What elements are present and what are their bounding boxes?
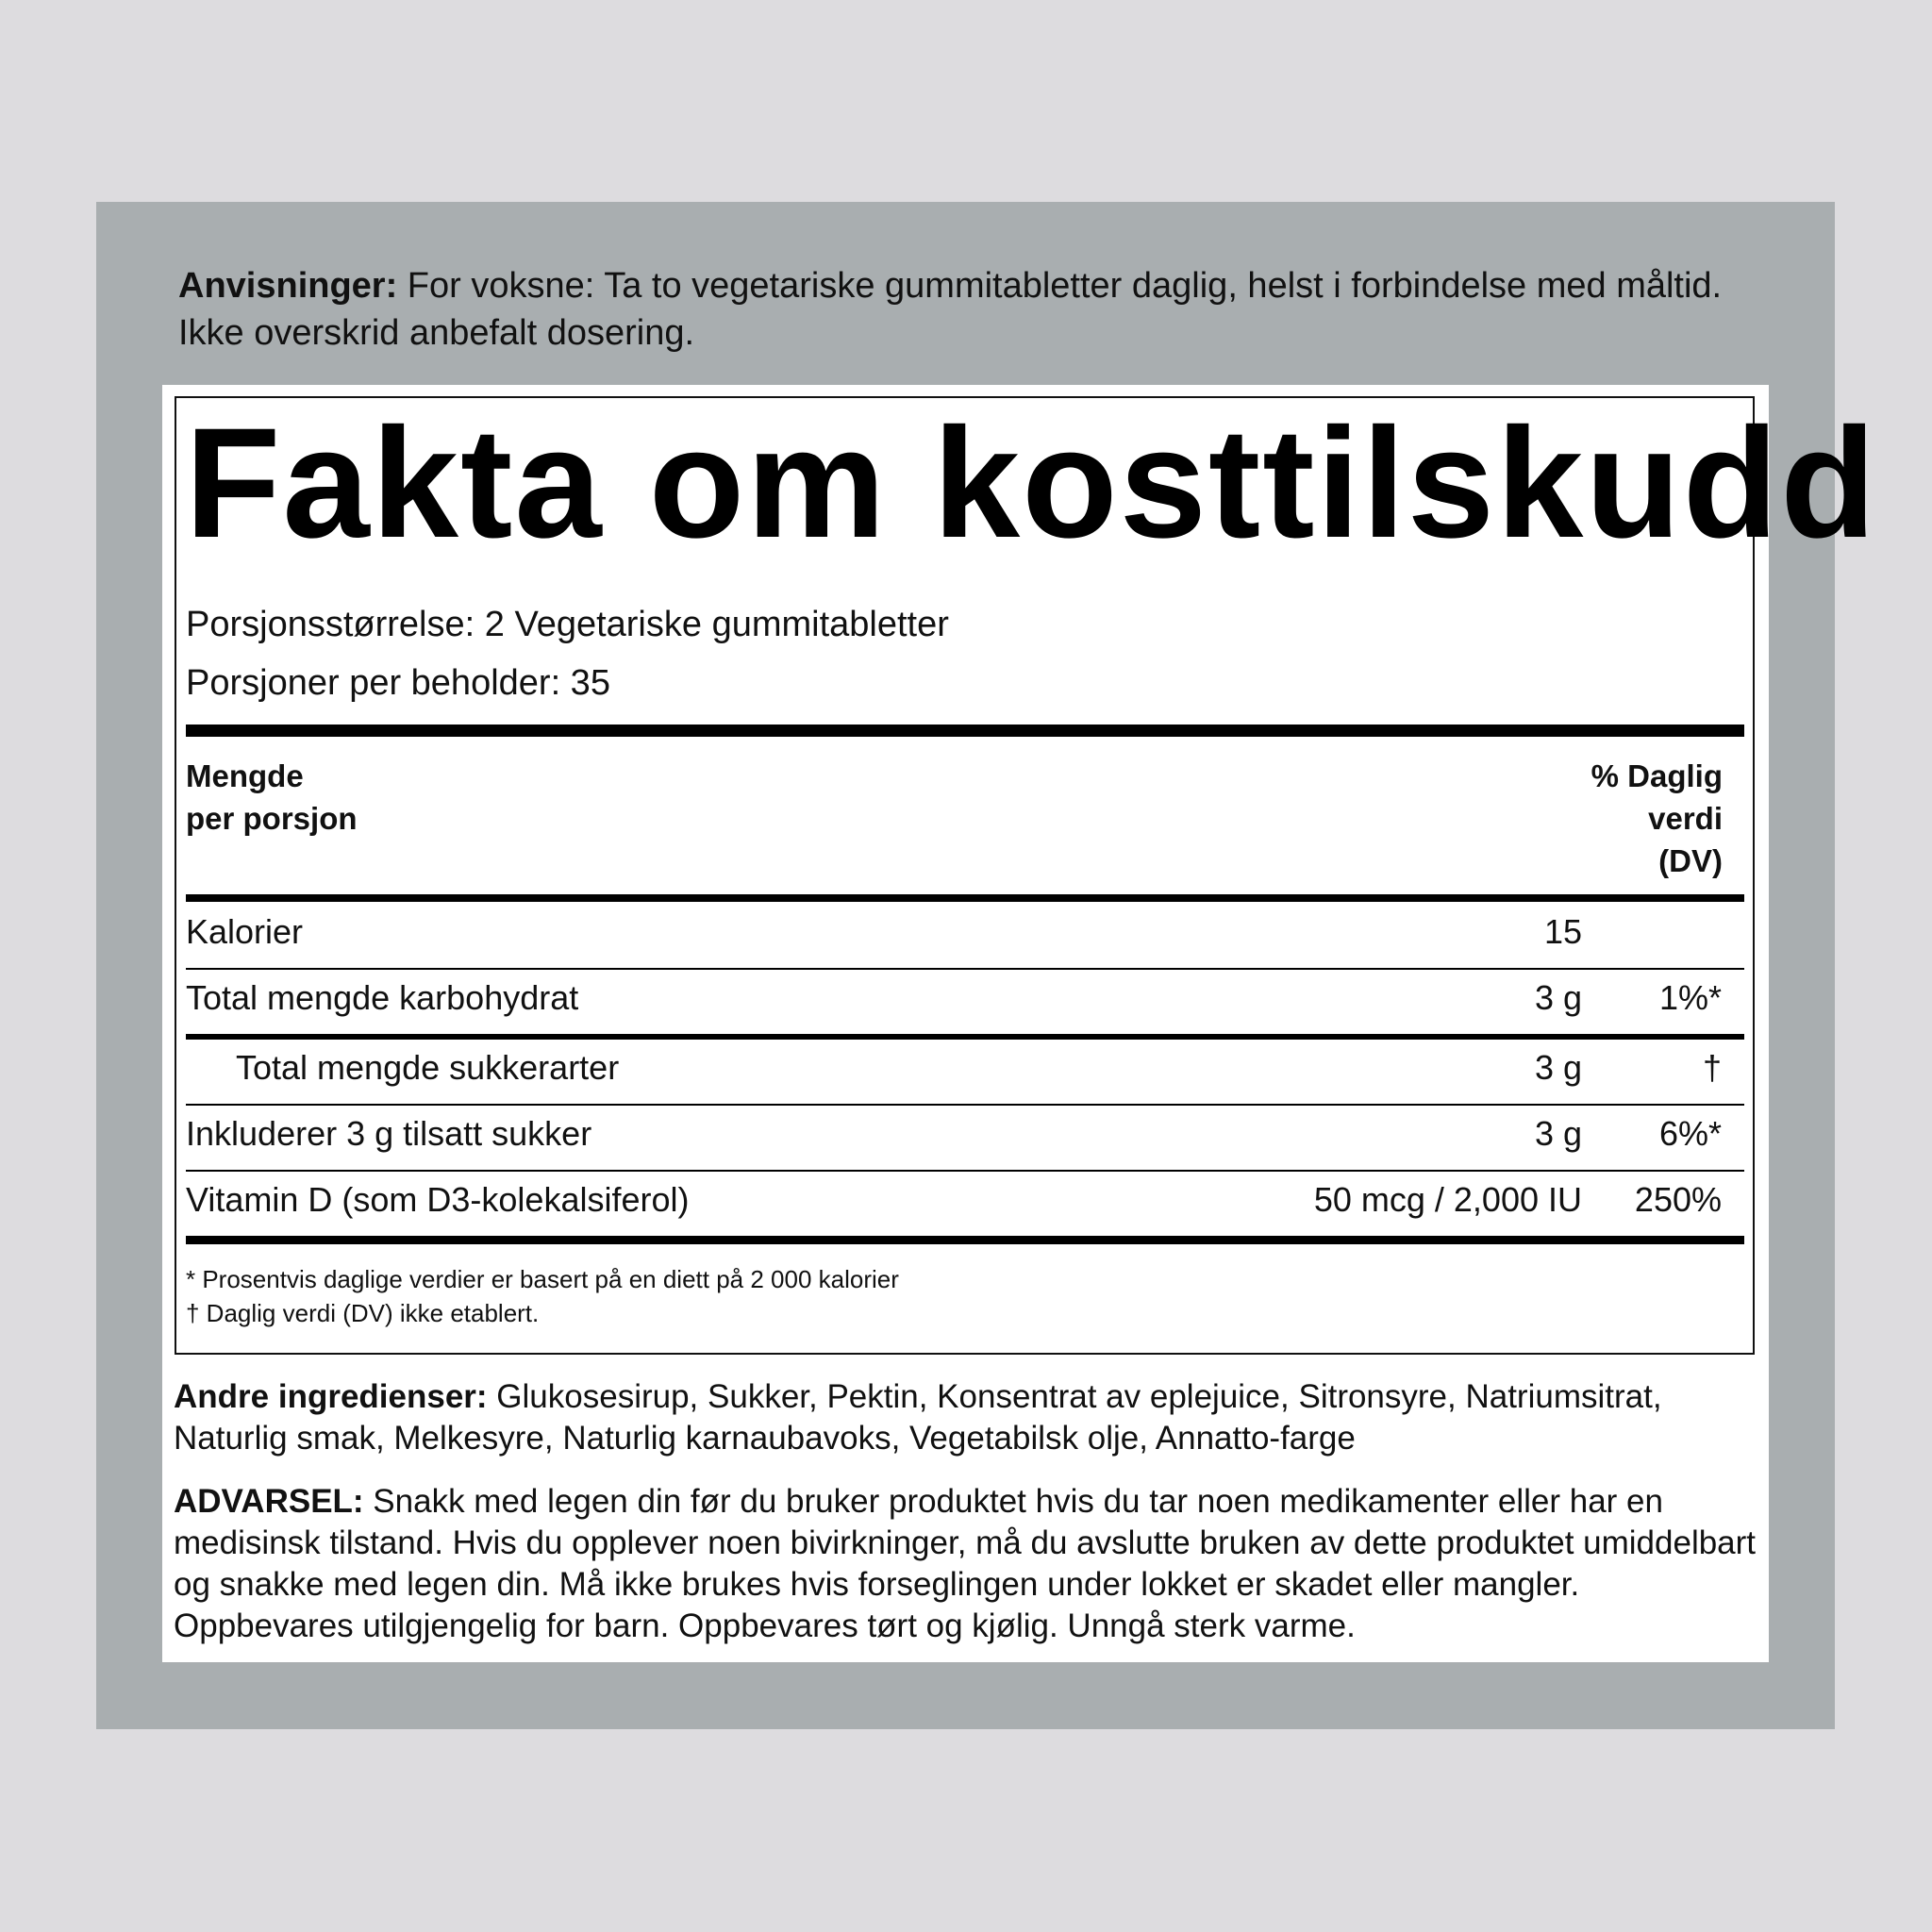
header-dv-line2: verdi <box>1648 801 1723 836</box>
footnote-daily-values: * Prosentvis daglige verdier er basert på en diett på 2 000 kalorier <box>186 1265 899 1293</box>
thick-rule-header <box>186 894 1744 902</box>
facts-title: Fakta om kosttilskudd <box>185 396 1878 571</box>
row-divider <box>186 1170 1744 1172</box>
header-dv-line1: % Daglig <box>1591 758 1723 793</box>
medium-rule <box>186 1034 1744 1040</box>
row-dv: 1%* <box>1658 978 1722 1017</box>
row-amount: 3 g <box>1534 1048 1582 1087</box>
row-amount: 15 <box>1543 912 1582 951</box>
row-amount: 3 g <box>1534 978 1582 1017</box>
other-ingredients <box>174 1376 1758 1459</box>
row-amount: 50 mcg / 2,000 IU <box>1313 1180 1582 1219</box>
directions-text <box>178 262 1725 357</box>
warning <box>174 1481 1758 1647</box>
warning-label: ADVARSEL: <box>174 1483 364 1520</box>
row-name: Kalorier <box>186 912 304 951</box>
header-amount <box>186 755 358 840</box>
row-divider <box>186 1104 1744 1106</box>
header-amount-line2: per porsjon <box>186 801 358 836</box>
row-amount: 3 g <box>1534 1114 1582 1153</box>
servings-per-container: Porsjoner per beholder: 35 <box>186 663 610 703</box>
header-dv-line3: (DV) <box>1658 843 1723 878</box>
row-divider <box>186 968 1744 970</box>
row-name: Total mengde sukkerarter <box>236 1048 620 1087</box>
directions-label: Anvisninger: <box>178 266 398 306</box>
other-ingredients-label: Andre ingredienser: <box>174 1378 488 1415</box>
row-dv: 250% <box>1634 1180 1722 1219</box>
row-dv: † <box>1702 1048 1722 1087</box>
header-amount-line1: Mengde <box>186 758 304 793</box>
table-row <box>186 977 1744 1019</box>
table-row <box>186 1179 1744 1221</box>
warning-text: Snakk med legen din før du bruker produktet hvis du tar noen medikamenter eller har en medisinsk tilstand. Hvis du opplever noen bivirkninger, må du avslutte bruken av dette produktet umiddelbart og snakke med legen din. Må ikke brukes hvis forseglingen under lokket er skadet eller mangler. Oppbevares utilgjengelig for barn. Oppbevares tørt og kjølig. Unngå sterk varme. <box>174 1483 1757 1644</box>
serving-size: Porsjonsstørrelse: 2 Vegetariske gummitabletter <box>186 605 949 644</box>
row-dv: 6%* <box>1658 1114 1722 1153</box>
directions-body: For voksne: Ta to vegetariske gummitabletter daglig, helst i forbindelse med måltid. Ikke overskrid anbefalt dosering. <box>178 266 1723 353</box>
row-name: Inkluderer 3 g tilsatt sukker <box>186 1114 592 1153</box>
thick-rule-top <box>186 724 1744 737</box>
thick-rule-bottom <box>186 1236 1744 1244</box>
table-row <box>186 1047 1744 1089</box>
footnote-dv-not-established: † Daglig verdi (DV) ikke etablert. <box>186 1299 540 1327</box>
header-daily-value <box>1591 755 1723 882</box>
table-row <box>186 911 1744 953</box>
other-ingredients-text: Glukosesirup, Sukker, Pektin, Konsentrat av eplejuice, Sitronsyre, Natriumsitrat, Naturlig smak, Melkesyre, Naturlig karnaubavoks, Vegetabilsk olje, Annatto-farge <box>174 1378 1662 1457</box>
table-row <box>186 1113 1744 1155</box>
row-name: Vitamin D (som D3-kolekalsiferol) <box>186 1180 690 1219</box>
row-name: Total mengde karbohydrat <box>186 978 579 1017</box>
